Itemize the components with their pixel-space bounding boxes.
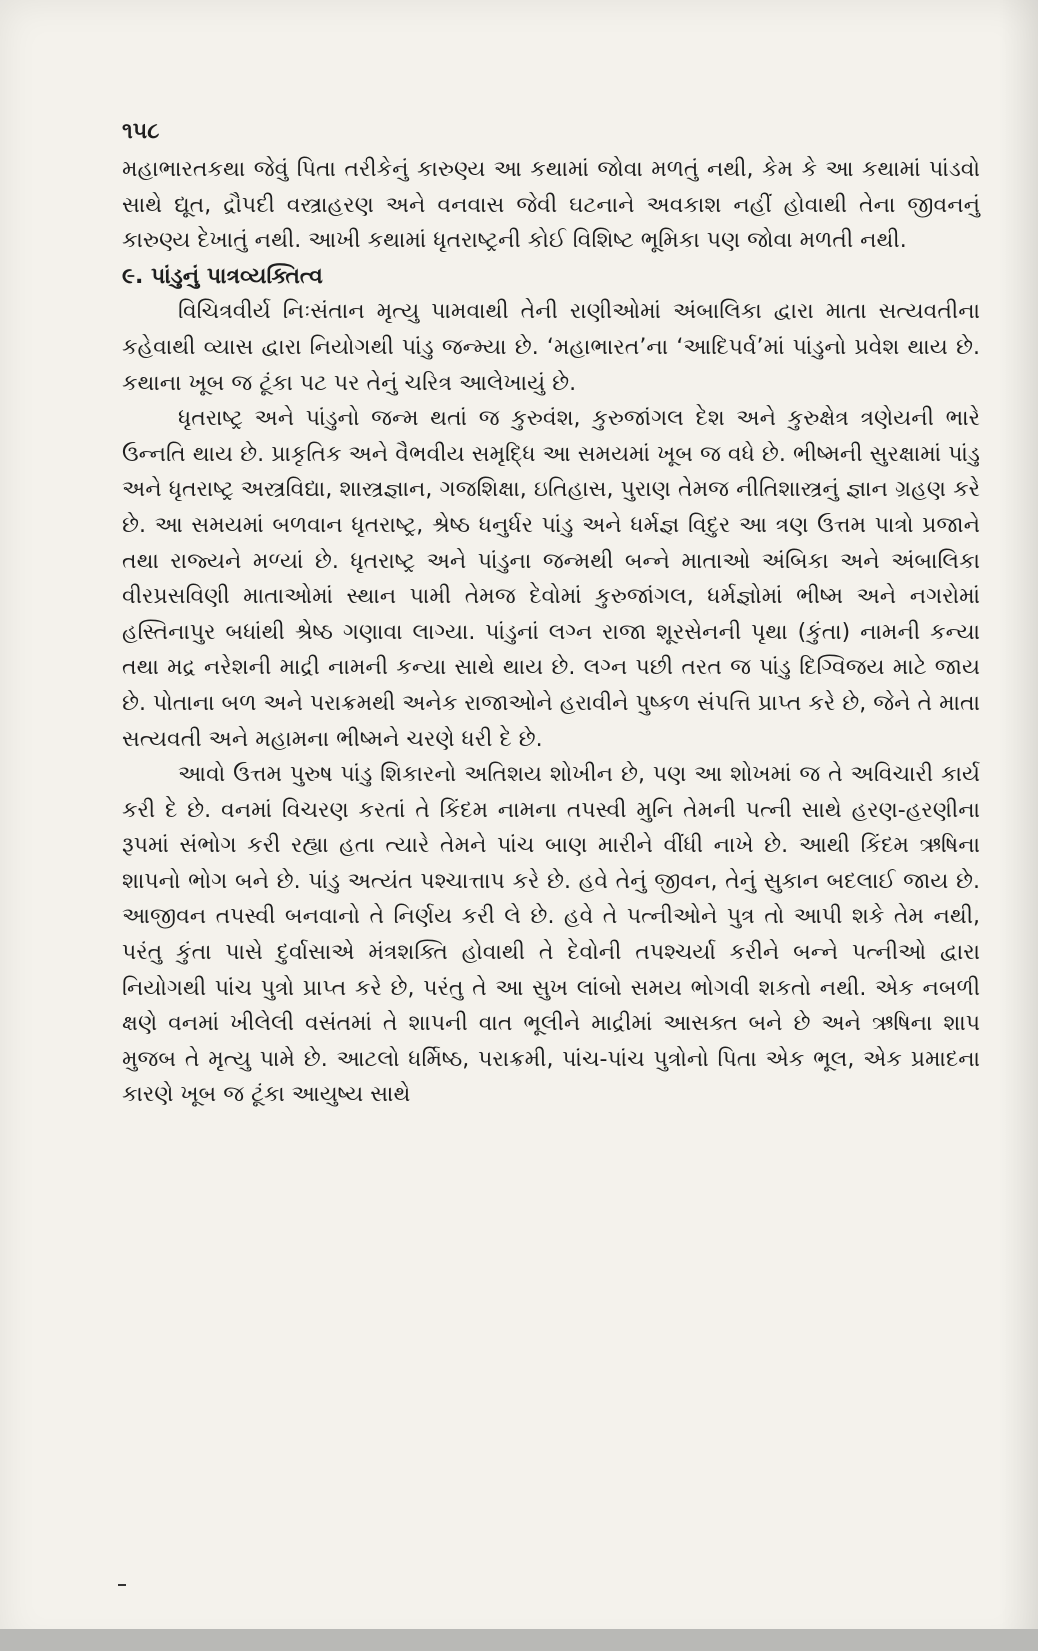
paragraph: વિચિત્રવીર્ય નિઃસંતાન મૃત્યુ પામવાથી તેની રાણીઓમાં અંબાલિકા દ્વારા માતા સત્યવતીના કહેવાથી વ્યાસ દ્વારા નિયોગથી પાંડુ જન્મ્યા છે. ‘મહાભારત’ના ‘આદિપર્વ’માં પાંડુનો પ્રવેશ થાય છે. કથાના ખૂબ જ ટૂંકા પટ પર તેનું ચરિત્ર આલેખાયું છે. bbox=[122, 299, 980, 396]
page-number: ૧૫૮ bbox=[122, 119, 160, 144]
footer-mark bbox=[118, 1584, 126, 1586]
page-shadow bbox=[998, 0, 1038, 1651]
page-content bbox=[122, 112, 980, 1113]
paragraph: આવો ઉત્તમ પુરુષ પાંડુ શિકારનો અતિશય શોખીન છે, પણ આ શોખમાં જ તે અવિચારી કાર્ય કરી દે છે. વનમાં વિચરણ કરતાં તે કિંદમ નામના તપસ્વી મુનિ તેમની પત્ની સાથે હરણ-હરણીના રૂપમાં સંભોગ કરી રહ્યા હતા ત્યારે તેમને પાંચ બાણ મારીને વીંધી નાખે છે. આથી કિંદમ ઋષિના શાપનો ભોગ બને છે. પાંડુ અત્યંત પશ્ચાત્તાપ કરે છે. હવે તેનું જીવન, તેનું સુકાન બદલાઈ જાય છે. આજીવન તપસ્વી બનવાનો તે નિર્ણય કરી લે છે. હવે તે પત્નીઓને પુત્ર તો આપી શકે તેમ નથી, પરંતુ કુંતા પાસે દુર્વાસાએ મંત્રશક્તિ હોવાથી તે દેવોની તપશ્ચર્યા કરીને બન્ને પત્નીઓ દ્વારા નિયોગથી પાંચ પુત્રો પ્રાપ્ત કરે છે, પરંતુ તે આ સુખ લાંબો સમય ભોગવી શકતો નથી. એક નબળી ક્ષણે વનમાં ખીલેલી વસંતમાં તે શાપની વાત ભૂલીને માદ્રીમાં આસક્ત બને છે અને ઋષિના શાપ મુજબ તે મૃત્યુ પામે છે. આટલો ધર્મિષ્ઠ, પરાક્રમી, પાંચ-પાંચ પુત્રોનો પિતા એક ભૂલ, એક પ્રમાદના કારણે ખૂબ જ ટૂંકા આયુષ્ય સાથે bbox=[122, 762, 980, 1108]
paragraph: મહાભારતકથા જેવું પિતા તરીકેનું કારુણ્ય આ કથામાં જોવા મળતું નથી, કેમ કે આ કથામાં પાંડવો સાથે દ્યૂત, દ્રૌપદી વસ્ત્રાહરણ અને વનવાસ જેવી ઘટનાને અવકાશ નહીં હોવાથી તેના જીવનનું કારુણ્ય દેખાતું નથી. આખી કથામાં ધૃતરાષ્ટ્રની કોઈ વિશિષ્ટ ભૂમિકા પણ જોવા મળતી નથી. bbox=[122, 157, 980, 254]
scan-bottom-edge bbox=[0, 1629, 1038, 1651]
section-heading: ૯. પાંડુનું પાત્રવ્યક્તિત્વ bbox=[122, 263, 323, 289]
paragraph: ધૃતરાષ્ટ્ર અને પાંડુનો જન્મ થતાં જ કુરુવંશ, કુરુજાંગલ દેશ અને કુરુક્ષેત્ર ત્રણેયની ભારે ઉન્નતિ થાય છે. પ્રાકૃતિક અને વૈભવીય સમૃદ્ધિ આ સમયમાં ખૂબ જ વધે છે. ભીષ્મની સુરક્ષામાં પાંડુ અને ધૃતરાષ્ટ્ર અસ્ત્રવિદ્યા, શાસ્ત્રજ્ઞાન, ગજશિક્ષા, ઇતિહાસ, પુરાણ તેમજ નીતિશાસ્ત્રનું જ્ઞાન ગ્રહણ કરે છે. આ સમયમાં બળવાન ધૃતરાષ્ટ્ર, શ્રેષ્ઠ ધનુર્ધર પાંડુ અને ધર્મજ્ઞ વિદુર આ ત્રણ ઉત્તમ પાત્રો પ્રજાને તથા રાજ્યને મળ્યાં છે. ધૃતરાષ્ટ્ર અને પાંડુના જન્મથી બન્ને માતાઓ અંબિકા અને અંબાલિકા વીરપ્રસવિણી માતાઓમાં સ્થાન પામી તેમજ દેવોમાં કુરુજાંગલ, ધર્મજ્ઞોમાં ભીષ્મ અને નગરોમાં હસ્તિનાપુર બધાંથી શ્રેષ્ઠ ગણાવા લાગ્યા. પાંડુનાં લગ્ન રાજા શૂરસેનની પૃથા (કુંતા) નામની કન્યા તથા મદ્ર નરેશની માદ્રી નામની કન્યા સાથે થાય છે. લગ્ન પછી તરત જ પાંડુ દિગ્વિજય માટે જાય છે. પોતાના બળ અને પરાક્રમથી અનેક રાજાઓને હરાવીને પુષ્કળ સંપત્તિ પ્રાપ્ત કરે છે, જેને તે માતા સત્યવતી અને મહામના ભીષ્મને ચરણે ધરી દે છે. bbox=[122, 406, 980, 752]
